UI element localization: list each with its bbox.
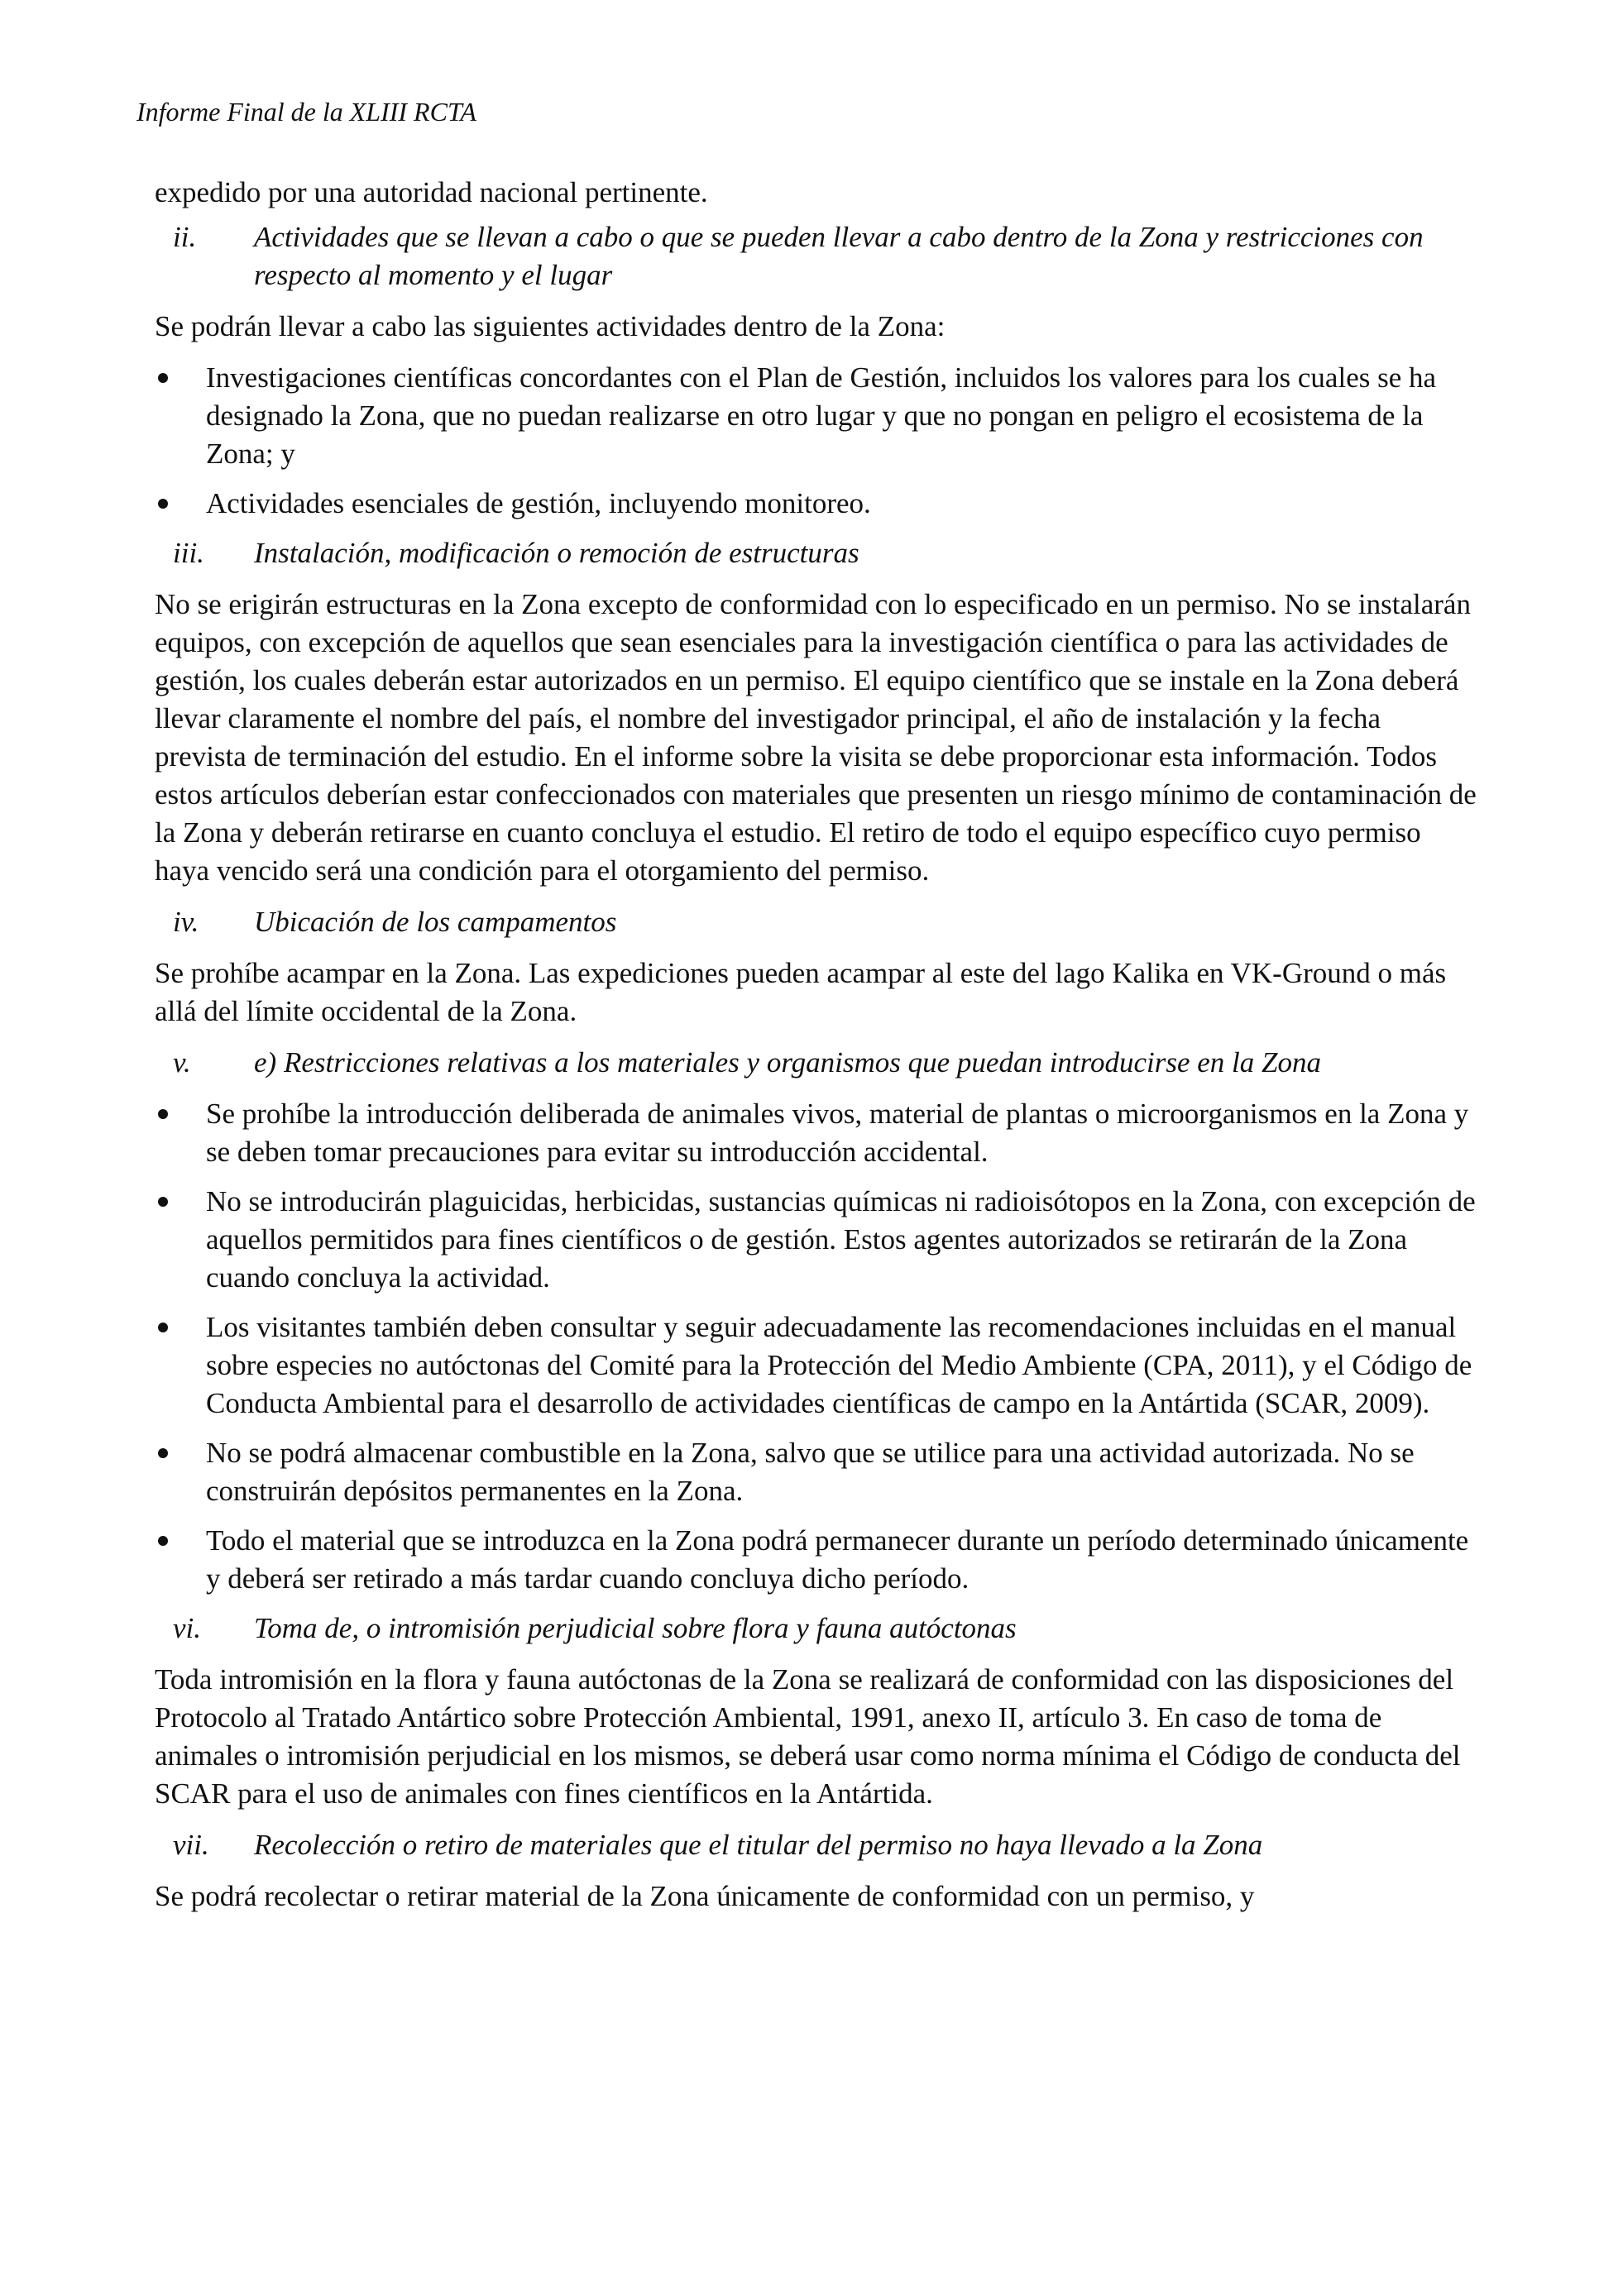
- section-title: Recolección o retiro de materiales que el titular del permiso no haya llevado a la Zona: [254, 1829, 1263, 1861]
- list-item: [155, 1308, 1478, 1423]
- section-heading-vi: [155, 1610, 1478, 1648]
- list-item: [155, 485, 1478, 523]
- section-title: Instalación, modificación o remoción de estructuras: [254, 537, 859, 569]
- intro-line: expedido por una autoridad nacional pertinente.: [155, 176, 708, 208]
- bullet-icon: [158, 373, 168, 383]
- section-title: Toma de, o intromisión perjudicial sobre flora y fauna autóctonas: [254, 1612, 1017, 1644]
- section-number: iii.: [173, 537, 204, 569]
- section-number: vii.: [173, 1829, 209, 1861]
- bullet-icon: [158, 1536, 168, 1546]
- list-item: [155, 1095, 1478, 1171]
- section-number: vi.: [173, 1612, 202, 1644]
- list-item: [155, 1434, 1478, 1510]
- list-item-text: Actividades esenciales de gestión, incluyendo monitoreo.: [206, 487, 871, 519]
- document-body: [155, 174, 1478, 1929]
- section-title: e) Restricciones relativas a los materiales y organismos que puedan introducirse en la Zona: [254, 1046, 1321, 1079]
- section-paragraph: Se podrán llevar a cabo las siguientes actividades dentro de la Zona:: [155, 310, 946, 342]
- section-title: Ubicación de los campamentos: [254, 906, 617, 938]
- section-heading-iv: [155, 903, 1478, 941]
- list-item-text: No se podrá almacenar combustible en la Zona, salvo que se utilice para una actividad autorizada. No se construirán depósitos permanentes en la Zona.: [206, 1437, 1415, 1507]
- list-item-text: No se introducirán plaguicidas, herbicidas, sustancias químicas ni radioisótopos en la Zona, con excepción de aquellos permitidos para fines científicos o de gestión. Estos agentes autorizados se retirarán de la Zona cuando concluya la actividad.: [206, 1185, 1476, 1294]
- list-item-text: Investigaciones científicas concordantes con el Plan de Gestión, incluidos los valores para los cuales se ha designado la Zona, que no puedan realizarse en otro lugar y que no pongan en peligro el ecosistema de la Zona; y: [206, 361, 1437, 470]
- section-heading-vii: [155, 1826, 1478, 1864]
- bullet-icon: [158, 1323, 168, 1332]
- section-paragraph: Se podrá recolectar o retirar material de la Zona únicamente de conformidad con un permiso, y: [155, 1880, 1255, 1912]
- bullet-icon: [158, 1109, 168, 1119]
- section-heading-iii: [155, 534, 1478, 572]
- bullet-list-activities: [155, 359, 1478, 523]
- list-item-text: Se prohíbe la introducción deliberada de animales vivos, material de plantas o microorganismos en la Zona y se deben tomar precauciones para evitar su introducción accidental.: [206, 1098, 1469, 1168]
- bullet-list-materials: [155, 1095, 1478, 1598]
- section-paragraph: No se erigirán estructuras en la Zona excepto de conformidad con lo especificado en un permiso. No se instalarán equipos, con excepción de aquellos que sean esenciales para la investigación científica o para las actividades de gestión, los cuales deberán estar autorizados en un permiso. El equipo científico que se instale en la Zona deberá llevar claramente el nombre del país, el nombre del investigador principal, el año de instalación y la fecha prevista de terminación del estudio. En el informe sobre la visita se debe proporcionar esta información. Todos estos artículos deberían estar confeccionados con materiales que presenten un riesgo mínimo de contaminación de la Zona y deberán retirarse en cuanto concluya el estudio. El retiro de todo el equipo específico cuyo permiso haya vencido será una condición para el otorgamiento del permiso.: [155, 588, 1477, 887]
- bullet-icon: [158, 499, 168, 509]
- list-item: [155, 1522, 1478, 1598]
- section-heading-v: [155, 1044, 1478, 1082]
- section-number: ii.: [173, 221, 197, 253]
- list-item-text: Todo el material que se introduzca en la Zona podrá permanecer durante un período determinado únicamente y deberá ser retirado a más tardar cuando concluya dicho período.: [206, 1524, 1469, 1595]
- bullet-icon: [158, 1197, 168, 1207]
- running-header: Informe Final de la XLIII RCTA: [136, 97, 476, 127]
- section-paragraph: Se prohíbe acampar en la Zona. Las expediciones pueden acampar al este del lago Kalika en VK-Ground o más allá del límite occidental de la Zona.: [155, 957, 1447, 1027]
- list-item-text: Los visitantes también deben consultar y seguir adecuadamente las recomendaciones incluidas en el manual sobre especies no autóctonas del Comité para la Protección del Medio Ambiente (CPA, 2011), y el Código de Conducta Ambiental para el desarrollo de actividades científicas de campo en la Antártida (SCAR, 2009).: [206, 1311, 1472, 1419]
- section-title: Actividades que se llevan a cabo o que se pueden llevar a cabo dentro de la Zona y restricciones con respecto al momento y el lugar: [254, 221, 1424, 291]
- bullet-icon: [158, 1448, 168, 1458]
- list-item: [155, 1183, 1478, 1297]
- section-number: v.: [173, 1046, 191, 1079]
- section-paragraph: Toda intromisión en la flora y fauna autóctonas de la Zona se realizará de conformidad con las disposiciones del Protocolo al Tratado Antártico sobre Protección Ambiental, 1991, anexo II, artículo 3. En caso de toma de animales o intromisión perjudicial en los mismos, se deberá usar como norma mínima el Código de conducta del SCAR para el uso de animales con fines científicos en la Antártida.: [155, 1663, 1461, 1810]
- section-number: iv.: [173, 906, 199, 938]
- section-heading-ii: [155, 218, 1478, 294]
- list-item: [155, 359, 1478, 473]
